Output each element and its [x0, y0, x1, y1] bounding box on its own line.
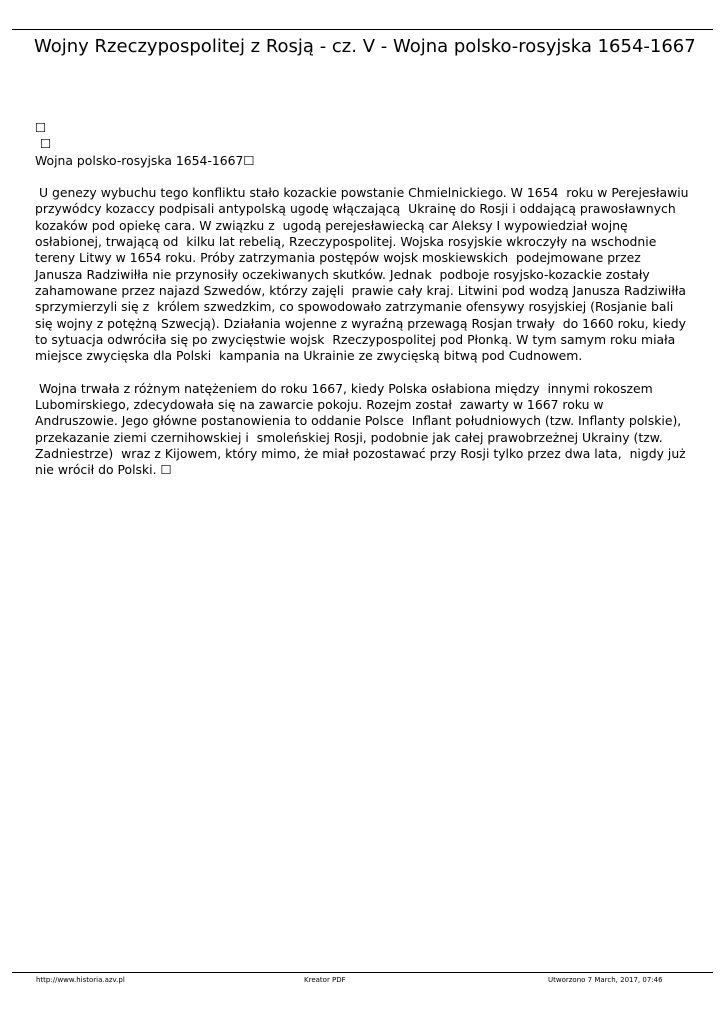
- footer-rule: [12, 972, 713, 973]
- footer-generator: Kreator PDF: [304, 976, 346, 984]
- article-subtitle: Wojna polsko-rosyjska 1654-1667☐: [35, 152, 255, 168]
- header-rule: [12, 29, 713, 30]
- article-paragraph-1: U genezy wybuchu tego konfliktu stało kozackie powstanie Chmielnickiego. W 1654 roku w Perejesławiu przywódcy kozaccy podpisali antypolską ugodę włączającą Ukrainę do Rosji i oddającą prawosławnych kozaków pod opiekę cara. W związku z ugodą perejesławiecką car Aleksy I wypowiedział wojnę osłabionej, trwającą od kilku lat rebelią, Rzeczypospolitej. Wojska rosyjskie wkroczyły na wschodnie tereny Litwy w 1654 roku. Próby zatrzymania postępów wojsk moskiewskich podejmowane przez Janusza Radziwiłła nie przynosiły oczekiwanych skutków. Jednak podboje rosyjsko-kozackie zostały zahamowane przez najazd Szwedów, którzy zajęli prawie cały kraj. Litwini pod wodzą Janusza Radziwiłła sprzymierzyli się z królem szwedzkim, co spowodowało zatrzymanie ofensywy rosyjskiej (Rosjanie bali się wojny z potężną Szwecją). Działania wojenne z wyraźną przewagą Rosjan trwały do 1660 roku, kiedy to sytuacja odwróciła się po zwycięstwie wojsk Rzeczypospolitej pod Płonką. W tym samym roku miała miejsce zwycięska dla Polski kampania na Ukrainie ze zwycięską bitwą pod Cudnowem.: [35, 185, 689, 364]
- footer-created-date: Utworzono 7 March, 2017, 07:46: [548, 976, 663, 984]
- page-title: Wojny Rzeczypospolitej z Rosją - cz. V - Wojna polsko-rosyjska 1654-1667: [34, 36, 696, 57]
- article-paragraph-2: Wojna trwała z różnym natężeniem do roku 1667, kiedy Polska osłabiona między innymi rokoszem Lubomirskiego, zdecydowała się na zawarcie pokoju. Rozejm został zawarty w 1667 roku w Andruszowie. Jego główne postanowienia to oddanie Polsce Inflant południowych (tzw. Inflanty polskie), przekazanie ziemi czernihowskiej i smoleńskiej Rosji, podobnie jak całej prawobrzeżnej Ukrainy (tzw. Zadniestrze) wraz z Kijowem, który mimo, że miał pozostawać przy Rosji tylko przez dwa lata, nigdy już nie wrócił do Polski. ☐: [35, 380, 686, 478]
- article-body: [35, 120, 705, 479]
- placeholder-glyph: ☐: [40, 136, 52, 152]
- footer-url: http://www.historia.azv.pl: [36, 976, 125, 984]
- placeholder-glyph: ☐: [35, 120, 47, 135]
